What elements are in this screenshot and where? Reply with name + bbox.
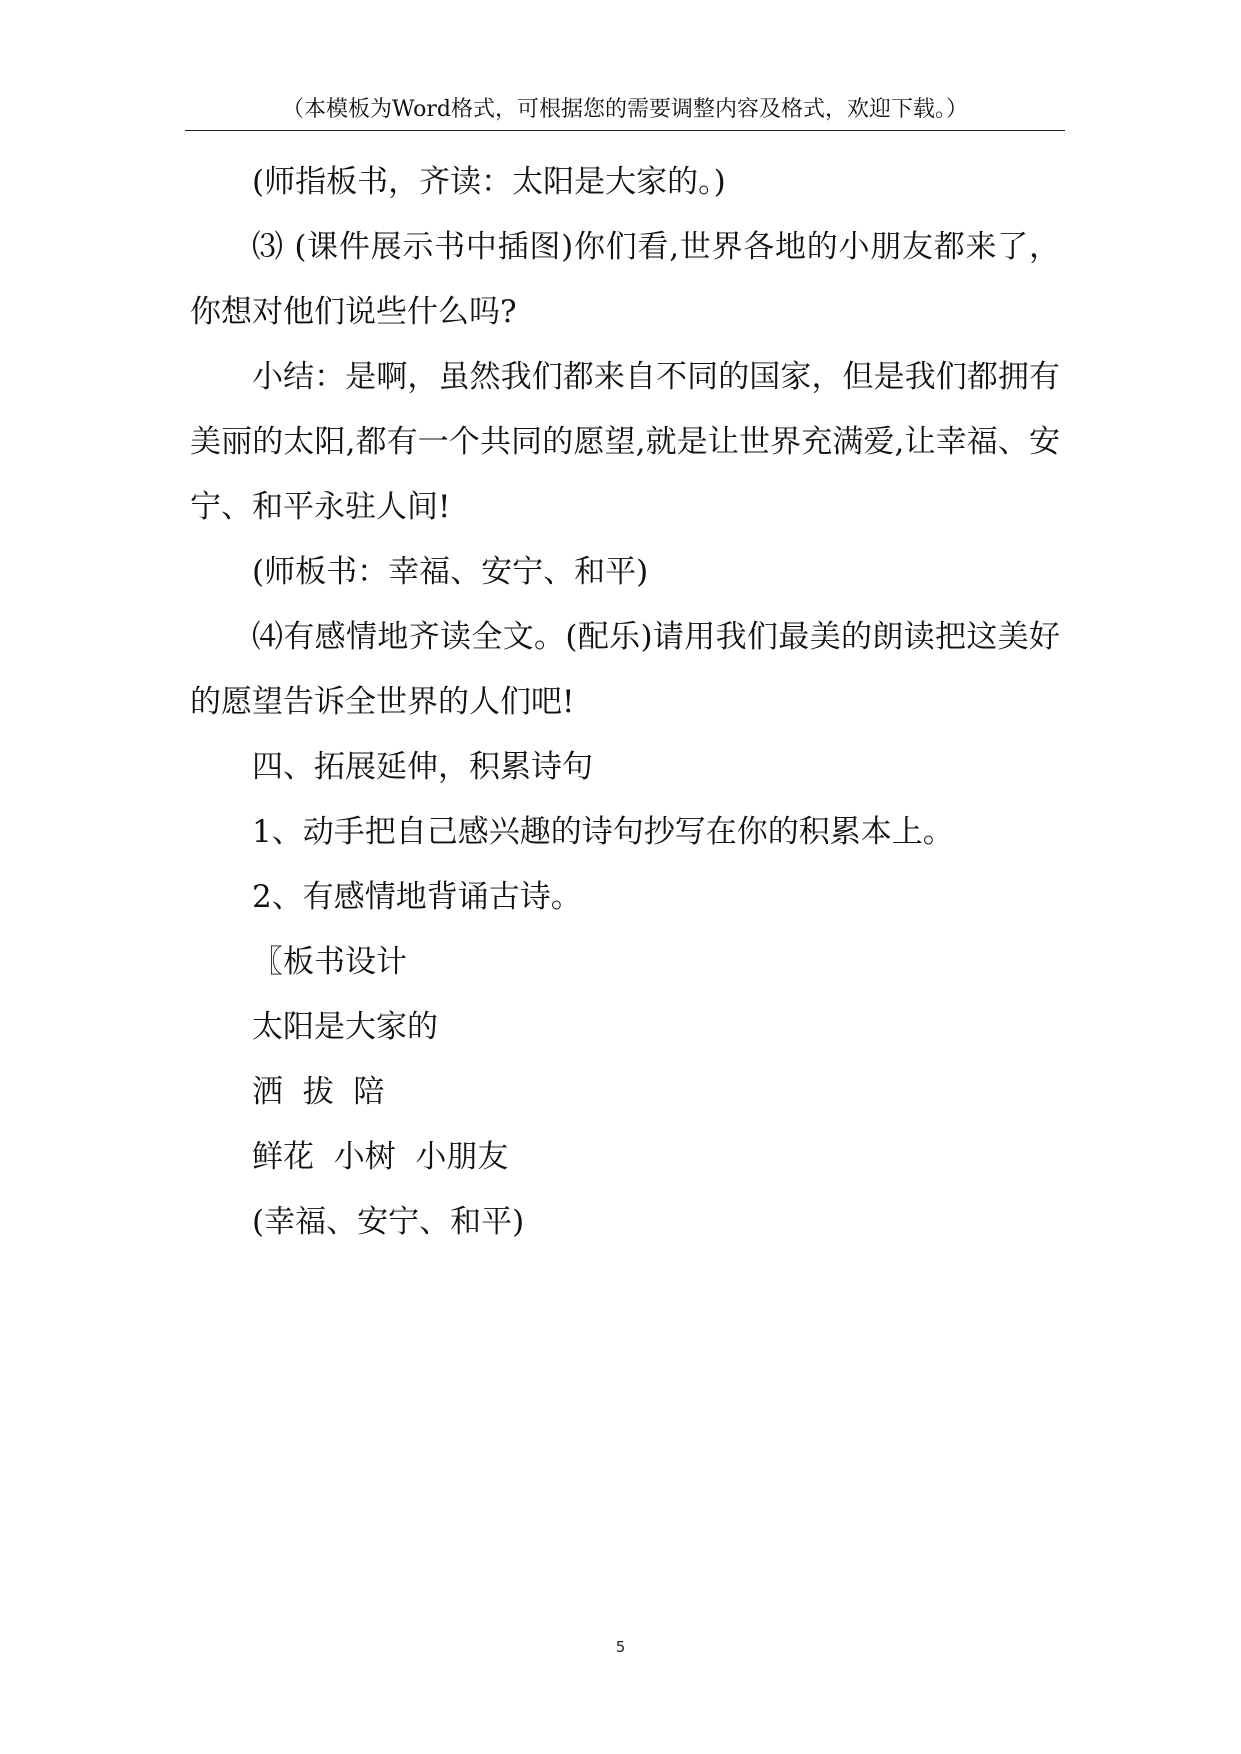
header-note: （本模板为Word格式，可根据您的需要调整内容及格式，欢迎下载。）	[282, 97, 968, 122]
board-line: (幸福、安宁、和平)	[252, 1204, 525, 1240]
board-line: 太阳是大家的	[252, 1009, 438, 1045]
list-item: 2、有感情地背诵古诗。	[252, 879, 582, 915]
list-item: 1、动手把自己感兴趣的诗句抄写在你的积累本上。	[252, 814, 954, 850]
page-number: 5	[615, 1638, 626, 1656]
paragraph: ⑷有感情地齐读全文。(配乐)请用我们最美的朗读把这美好的愿望告诉全世界的人们吧!	[190, 619, 1060, 720]
header-divider	[185, 130, 1065, 131]
board-design-heading: 〖板书设计	[252, 944, 407, 980]
board-line: 鲜花 小树 小朋友	[252, 1139, 509, 1175]
body-text	[190, 150, 1060, 1255]
section-heading: 四、拓展延伸，积累诗句	[252, 749, 593, 785]
paragraph: 小结：是啊，虽然我们都来自不同的国家，但是我们都拥有美丽的太阳,都有一个共同的愿望,就是让世界充满爱,让幸福、安宁、和平永驻人间!	[190, 359, 1060, 525]
paragraph: ⑶ (课件展示书中插图)你们看,世界各地的小朋友都来了，你想对他们说些什么吗?	[190, 229, 1060, 330]
paragraph: (师板书：幸福、安宁、和平)	[252, 554, 649, 590]
paragraph: (师指板书，齐读：太阳是大家的。)	[252, 164, 726, 200]
board-line: 洒 拔 陪	[252, 1074, 385, 1110]
